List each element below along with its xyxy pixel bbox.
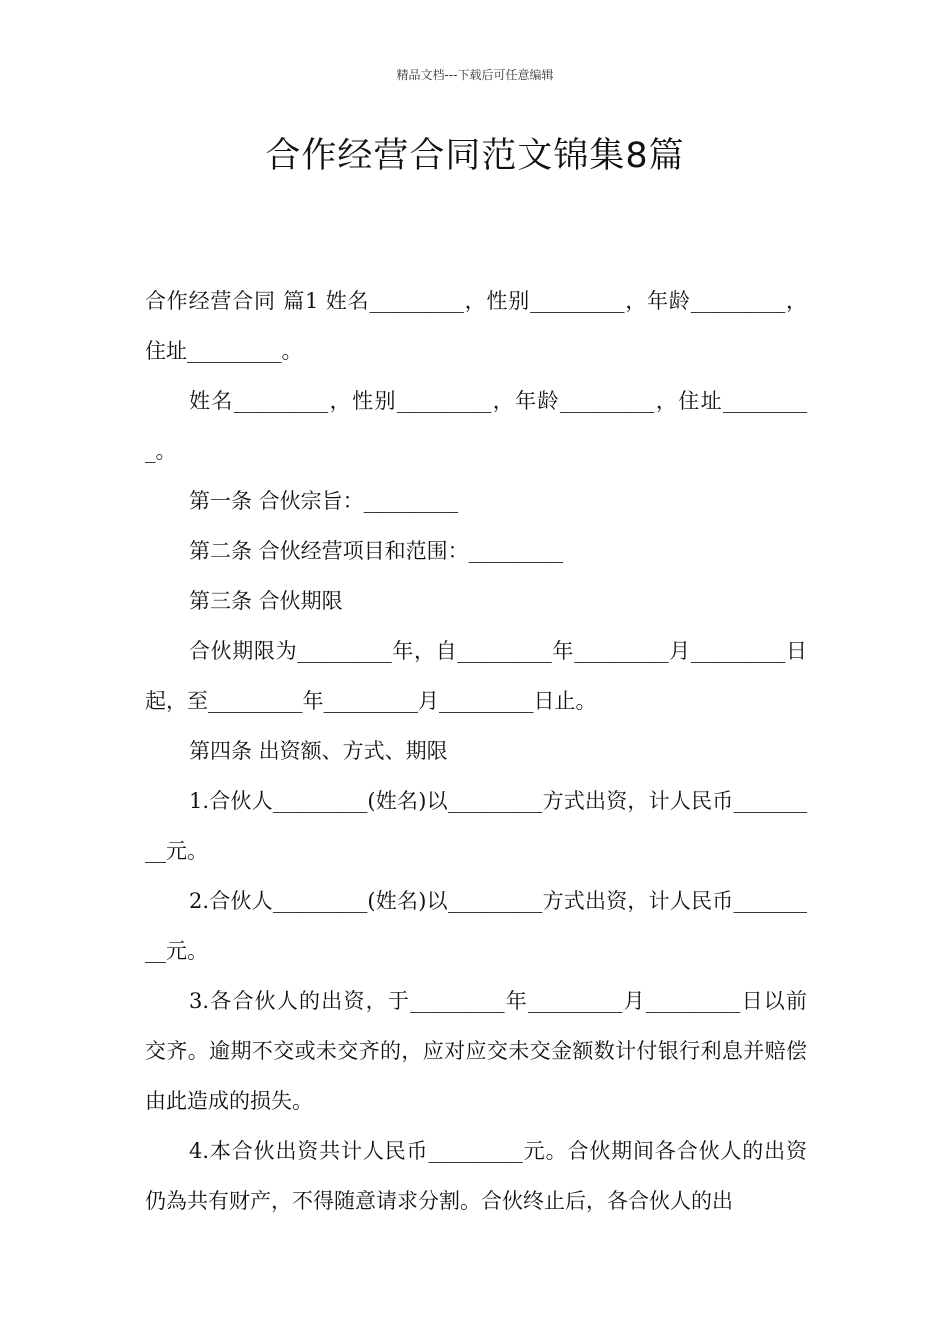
- article-4-item-4: 4.本合伙出资共计人民币_________元。合伙期间各合伙人的出资仍為共有财产，不得随意请求分割。合伙终止后，各合伙人的出: [145, 1139, 807, 1213]
- article-2: 第二条 合伙经营项目和范围：_________: [189, 539, 564, 563]
- article-4-item-2: 2.合伙人_________(姓名)以_________方式出资，计人民币_________元。: [145, 889, 807, 963]
- paragraph-party-a: 合作经营合同 篇1 姓名_________，性别_________，年龄_________，住址_________。: [145, 289, 807, 363]
- article-4-item-3: 3.各合伙人的出资，于_________年_________月_________日以前交齐。逾期不交或未交齐的，应对应交未交金额数计付银行利息并赔偿由此造成的损失。: [145, 989, 807, 1113]
- paragraph-party-b: 姓名_________，性别_________，年龄_________，住址_________。: [145, 389, 807, 463]
- article-1: 第一条 合伙宗旨：_________: [189, 489, 459, 513]
- document-title: 合作经营合同范文锦集8篇: [265, 136, 685, 176]
- article-4-heading: 第四条 出资额、方式、期限: [189, 739, 448, 763]
- article-4-item-1: 1.合伙人_________(姓名)以_________方式出资，计人民币_________元。: [145, 789, 807, 863]
- page-header: 精品文档---下载后可任意编辑: [396, 68, 554, 82]
- article-3-heading: 第三条 合伙期限: [189, 589, 343, 613]
- document-body: [145, 276, 807, 1226]
- article-3-term: 合伙期限为_________年，自_________年_________月_________日起，至_________年_________月_________日止。: [145, 639, 807, 713]
